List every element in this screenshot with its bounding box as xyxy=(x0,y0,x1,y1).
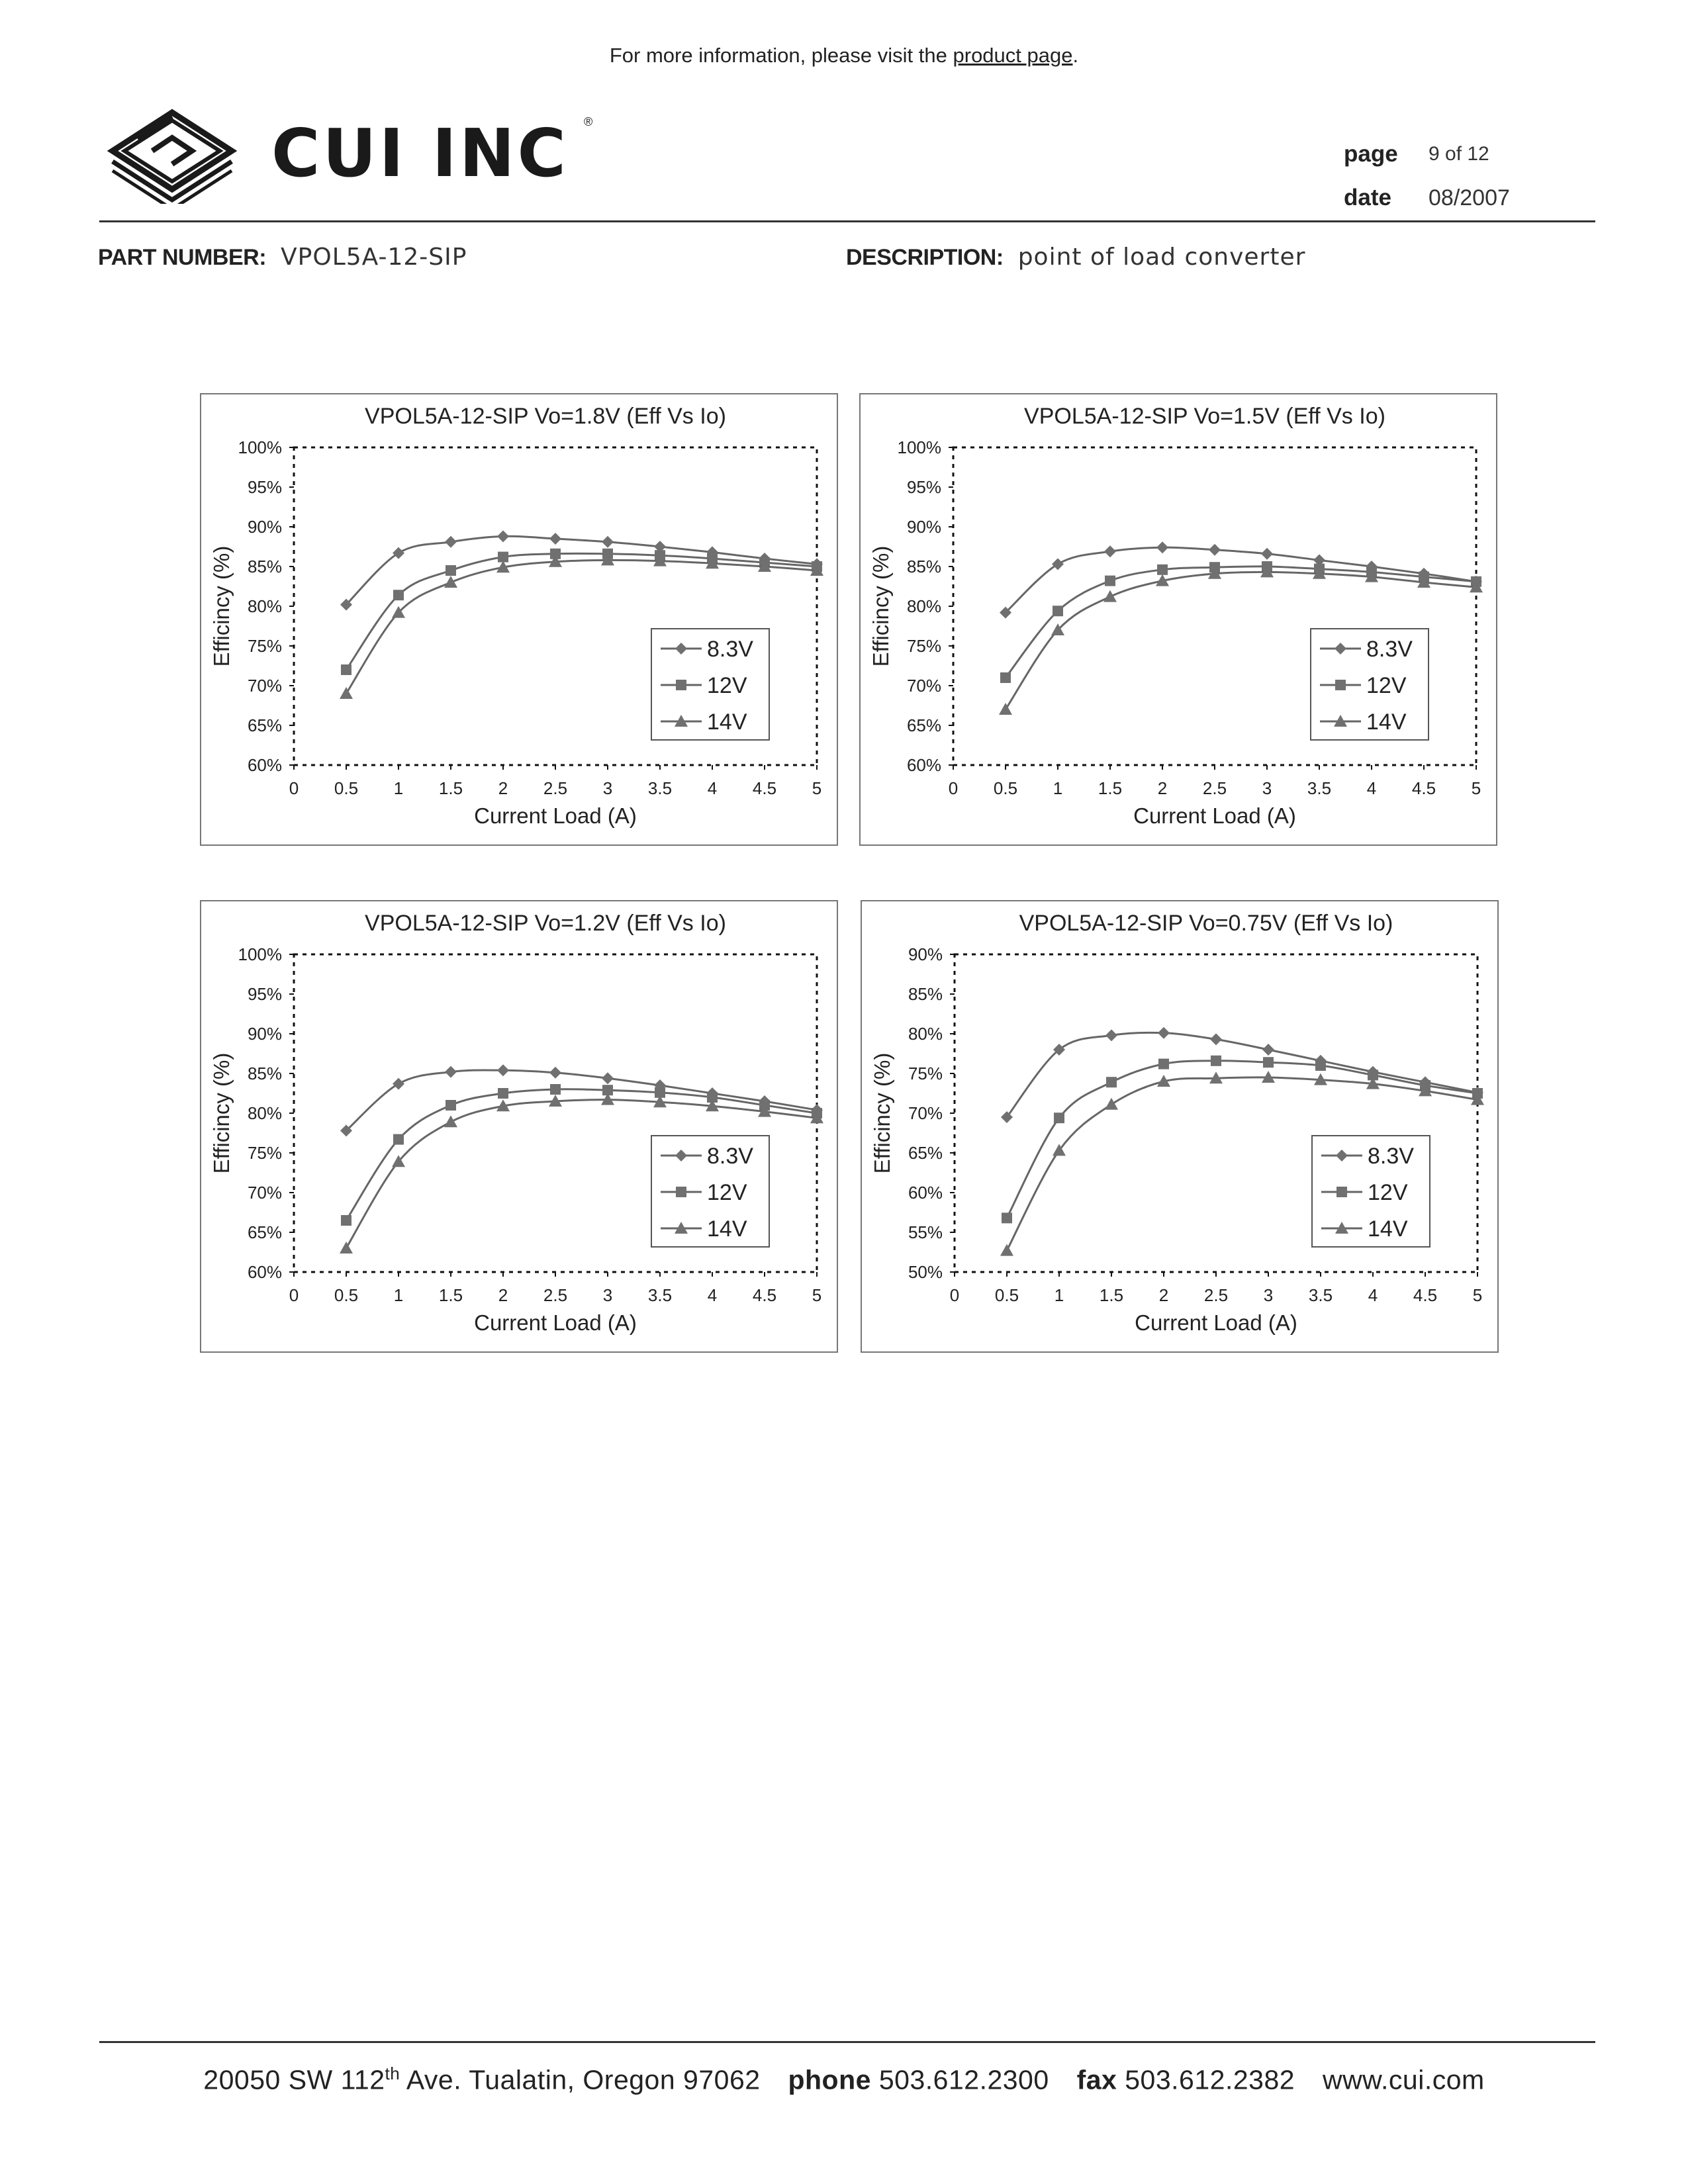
chart-svg xyxy=(862,901,1497,1351)
chart-vo-1-5v xyxy=(859,393,1497,846)
data-point xyxy=(1263,1057,1274,1068)
x-tick-label: 1 xyxy=(1053,778,1063,798)
legend-label: 14V xyxy=(1368,1216,1408,1242)
x-tick-label: 0.5 xyxy=(334,1285,359,1305)
y-tick-label: 65% xyxy=(247,715,282,735)
data-point xyxy=(497,530,509,542)
data-point xyxy=(1106,1077,1117,1087)
series-line xyxy=(1007,1032,1477,1117)
y-tick-label: 70% xyxy=(908,1103,943,1123)
x-tick-label: 3 xyxy=(1262,778,1272,798)
legend-label: 8.3V xyxy=(1368,1144,1414,1169)
data-point xyxy=(1105,576,1115,586)
y-tick-label: 100% xyxy=(238,437,282,457)
brand-text: CUI INC xyxy=(271,114,569,192)
data-point xyxy=(444,576,457,588)
data-point xyxy=(1158,1059,1169,1069)
chart-title: VPOL5A-12-SIP Vo=1.5V (Eff Vs Io) xyxy=(1024,404,1385,429)
x-tick-label: 5 xyxy=(812,778,822,798)
chart-vo-1-8v xyxy=(200,393,838,846)
legend-marker xyxy=(1336,1187,1347,1197)
svg-text:®: ® xyxy=(584,115,593,128)
x-axis-label: Current Load (A) xyxy=(474,803,637,828)
y-tick-label: 60% xyxy=(908,1183,943,1203)
y-tick-label: 95% xyxy=(247,984,282,1004)
page-label: page xyxy=(1344,141,1398,167)
data-point xyxy=(444,1115,457,1127)
x-tick-label: 4 xyxy=(707,1285,718,1305)
data-point xyxy=(1000,672,1011,683)
data-point xyxy=(1209,544,1221,556)
x-tick-label: 5 xyxy=(1471,778,1481,798)
x-tick-label: 2 xyxy=(1157,778,1168,798)
legend-label: 12V xyxy=(1368,1180,1408,1205)
info-line xyxy=(0,44,1688,68)
data-point xyxy=(445,536,457,548)
y-tick-label: 85% xyxy=(908,984,943,1004)
data-point xyxy=(1002,1212,1012,1223)
phone-label: phone xyxy=(788,2064,871,2095)
legend-marker xyxy=(676,680,686,690)
x-tick-label: 4.5 xyxy=(1411,778,1436,798)
y-tick-label: 90% xyxy=(247,517,282,537)
x-tick-label: 0.5 xyxy=(334,778,359,798)
y-tick-label: 100% xyxy=(238,944,282,964)
y-tick-label: 80% xyxy=(908,1024,943,1044)
data-point xyxy=(1158,1027,1170,1039)
x-tick-label: 4 xyxy=(707,778,718,798)
data-point xyxy=(445,565,456,576)
data-point xyxy=(1210,1033,1222,1045)
chart-svg xyxy=(201,901,837,1351)
x-tick-label: 1 xyxy=(393,1285,404,1305)
part-number-value: VPOL5A-12-SIP xyxy=(281,244,467,271)
x-tick-label: 0 xyxy=(289,778,299,798)
info-prefix: For more information, please visit the xyxy=(609,44,947,67)
header-rule xyxy=(99,220,1595,222)
data-point xyxy=(1262,1044,1274,1056)
legend-marker xyxy=(1335,680,1346,690)
x-tick-label: 3.5 xyxy=(1308,1285,1333,1305)
y-tick-label: 55% xyxy=(908,1222,943,1242)
x-tick-label: 3 xyxy=(602,778,613,798)
data-point xyxy=(1156,541,1168,553)
y-tick-label: 70% xyxy=(906,676,941,696)
y-tick-label: 85% xyxy=(906,557,941,576)
x-tick-label: 1 xyxy=(1054,1285,1064,1305)
data-point xyxy=(393,1134,404,1145)
data-point xyxy=(1105,1029,1117,1041)
x-tick-label: 5 xyxy=(1472,1285,1483,1305)
address-street: 20050 SW 112 xyxy=(203,2064,385,2095)
chart-title: VPOL5A-12-SIP Vo=1.8V (Eff Vs Io) xyxy=(365,404,726,429)
y-tick-label: 80% xyxy=(906,596,941,616)
legend-label: 12V xyxy=(707,1180,747,1205)
chart-title: VPOL5A-12-SIP Vo=0.75V (Eff Vs Io) xyxy=(1019,911,1393,936)
y-axis-label: Efficincy (%) xyxy=(868,545,893,667)
y-tick-label: 70% xyxy=(247,676,282,696)
x-tick-label: 1.5 xyxy=(1099,1285,1124,1305)
fax-label: fax xyxy=(1076,2064,1117,2095)
y-tick-label: 80% xyxy=(247,596,282,616)
data-point xyxy=(445,1100,456,1111)
footer-rule xyxy=(99,2041,1595,2043)
y-tick-label: 65% xyxy=(247,1222,282,1242)
legend xyxy=(1312,1136,1430,1247)
data-point xyxy=(1105,1098,1118,1110)
y-tick-label: 80% xyxy=(247,1103,282,1123)
x-tick-label: 0 xyxy=(948,778,959,798)
x-tick-label: 2 xyxy=(1158,1285,1169,1305)
x-tick-label: 2 xyxy=(498,1285,508,1305)
x-tick-label: 2.5 xyxy=(543,778,568,798)
x-tick-label: 2 xyxy=(498,778,508,798)
legend xyxy=(1311,629,1429,740)
date-value: 08/2007 xyxy=(1429,185,1510,210)
data-point xyxy=(340,1242,353,1253)
x-tick-label: 1.5 xyxy=(1098,778,1123,798)
description-label: DESCRIPTION: xyxy=(846,245,1004,270)
series-line xyxy=(346,536,817,604)
chart-svg xyxy=(861,394,1496,844)
y-tick-label: 95% xyxy=(906,477,941,497)
legend xyxy=(651,629,769,740)
x-tick-label: 2.5 xyxy=(543,1285,568,1305)
data-point xyxy=(1054,1113,1064,1123)
data-point xyxy=(1261,548,1273,560)
footer xyxy=(0,2064,1688,2096)
phone-value: 503.612.2300 xyxy=(878,2064,1049,2095)
data-point xyxy=(393,1078,404,1090)
y-tick-label: 60% xyxy=(906,755,941,775)
x-tick-label: 4 xyxy=(1366,778,1377,798)
y-axis-label: Efficincy (%) xyxy=(209,1052,234,1174)
data-point xyxy=(549,533,561,545)
y-tick-label: 70% xyxy=(247,1183,282,1203)
y-tick-label: 65% xyxy=(906,715,941,735)
x-tick-label: 1.5 xyxy=(438,1285,463,1305)
x-tick-label: 5 xyxy=(812,1285,822,1305)
x-tick-label: 1 xyxy=(393,778,404,798)
fax-value: 503.612.2382 xyxy=(1125,2064,1295,2095)
legend-label: 8.3V xyxy=(1366,637,1413,662)
x-tick-label: 0 xyxy=(949,1285,960,1305)
y-tick-label: 90% xyxy=(906,517,941,537)
y-tick-label: 90% xyxy=(247,1024,282,1044)
y-tick-label: 75% xyxy=(247,636,282,656)
y-tick-label: 60% xyxy=(247,755,282,775)
x-tick-label: 3.5 xyxy=(1307,778,1332,798)
chart-svg xyxy=(201,394,837,844)
x-axis-label: Current Load (A) xyxy=(474,1310,637,1335)
legend-label: 12V xyxy=(1366,673,1407,698)
description-value: point of load converter xyxy=(1017,244,1306,271)
data-point xyxy=(1053,606,1063,616)
data-point xyxy=(498,1088,508,1099)
data-point xyxy=(1315,1060,1326,1071)
y-tick-label: 60% xyxy=(247,1262,282,1282)
address-city: Ave. Tualatin, Oregon 97062 xyxy=(406,2064,761,2095)
chart-vo-0-75v xyxy=(861,900,1499,1353)
x-tick-label: 2.5 xyxy=(1202,778,1227,798)
chart-title: VPOL5A-12-SIP Vo=1.2V (Eff Vs Io) xyxy=(365,911,726,936)
data-point xyxy=(1104,545,1116,557)
y-tick-label: 50% xyxy=(908,1262,943,1282)
date-label: date xyxy=(1344,185,1391,210)
cui-logo xyxy=(106,98,622,204)
x-tick-label: 4.5 xyxy=(752,778,777,798)
data-point xyxy=(999,703,1012,715)
y-tick-label: 85% xyxy=(247,557,282,576)
x-tick-label: 0 xyxy=(289,1285,299,1305)
data-point xyxy=(498,552,508,563)
data-point xyxy=(602,1072,614,1084)
x-tick-label: 2.5 xyxy=(1203,1285,1229,1305)
x-tick-label: 3 xyxy=(602,1285,613,1305)
y-tick-label: 75% xyxy=(908,1064,943,1083)
legend-label: 12V xyxy=(707,673,747,698)
y-axis-label: Efficincy (%) xyxy=(870,1052,894,1174)
y-tick-label: 75% xyxy=(906,636,941,656)
x-tick-label: 1.5 xyxy=(438,778,463,798)
x-axis-label: Current Load (A) xyxy=(1135,1310,1297,1335)
x-tick-label: 4.5 xyxy=(1413,1285,1438,1305)
y-tick-label: 85% xyxy=(247,1064,282,1083)
data-point xyxy=(497,1064,509,1076)
part-number-label: PART NUMBER: xyxy=(98,245,267,270)
description xyxy=(846,244,1305,271)
page-meta xyxy=(1344,132,1609,220)
x-axis-label: Current Load (A) xyxy=(1133,803,1296,828)
x-tick-label: 0.5 xyxy=(993,778,1018,798)
y-axis-label: Efficincy (%) xyxy=(209,545,234,667)
part-number xyxy=(98,244,467,271)
legend xyxy=(651,1136,769,1247)
x-tick-label: 3.5 xyxy=(647,1285,673,1305)
data-point xyxy=(602,536,614,548)
y-tick-label: 90% xyxy=(908,944,943,964)
x-tick-label: 4.5 xyxy=(752,1285,777,1305)
data-point xyxy=(550,1084,561,1095)
y-tick-label: 100% xyxy=(897,437,941,457)
data-point xyxy=(393,547,404,559)
data-point xyxy=(1211,1056,1221,1066)
info-suffix: . xyxy=(1072,44,1079,67)
series-8-3v xyxy=(1001,1027,1483,1123)
data-point xyxy=(1000,1244,1013,1256)
x-tick-label: 4 xyxy=(1368,1285,1378,1305)
x-tick-label: 3 xyxy=(1263,1285,1274,1305)
y-tick-label: 95% xyxy=(247,477,282,497)
data-point xyxy=(1052,558,1064,570)
legend-label: 8.3V xyxy=(707,1144,753,1169)
website[interactable]: www.cui.com xyxy=(1322,2064,1485,2095)
data-point xyxy=(341,664,352,675)
data-point xyxy=(341,1215,352,1226)
page-value: 9 of 12 xyxy=(1429,143,1489,165)
series-8-3v xyxy=(340,530,823,610)
y-tick-label: 65% xyxy=(908,1143,943,1163)
data-point xyxy=(393,590,404,600)
legend-marker xyxy=(676,1187,686,1197)
data-point xyxy=(1157,565,1168,575)
legend-label: 8.3V xyxy=(707,637,753,662)
data-point xyxy=(549,1067,561,1079)
x-tick-label: 3.5 xyxy=(647,778,673,798)
product-page-link[interactable]: product page xyxy=(953,44,1073,67)
chart-vo-1-2v xyxy=(200,900,838,1353)
y-tick-label: 75% xyxy=(247,1143,282,1163)
legend-label: 14V xyxy=(707,709,747,735)
legend-label: 14V xyxy=(707,1216,747,1242)
data-point xyxy=(1103,590,1117,602)
address-suffix: th xyxy=(385,2064,400,2083)
legend-label: 14V xyxy=(1366,709,1407,735)
data-point xyxy=(445,1066,457,1078)
x-tick-label: 0.5 xyxy=(994,1285,1019,1305)
data-point xyxy=(340,687,353,699)
